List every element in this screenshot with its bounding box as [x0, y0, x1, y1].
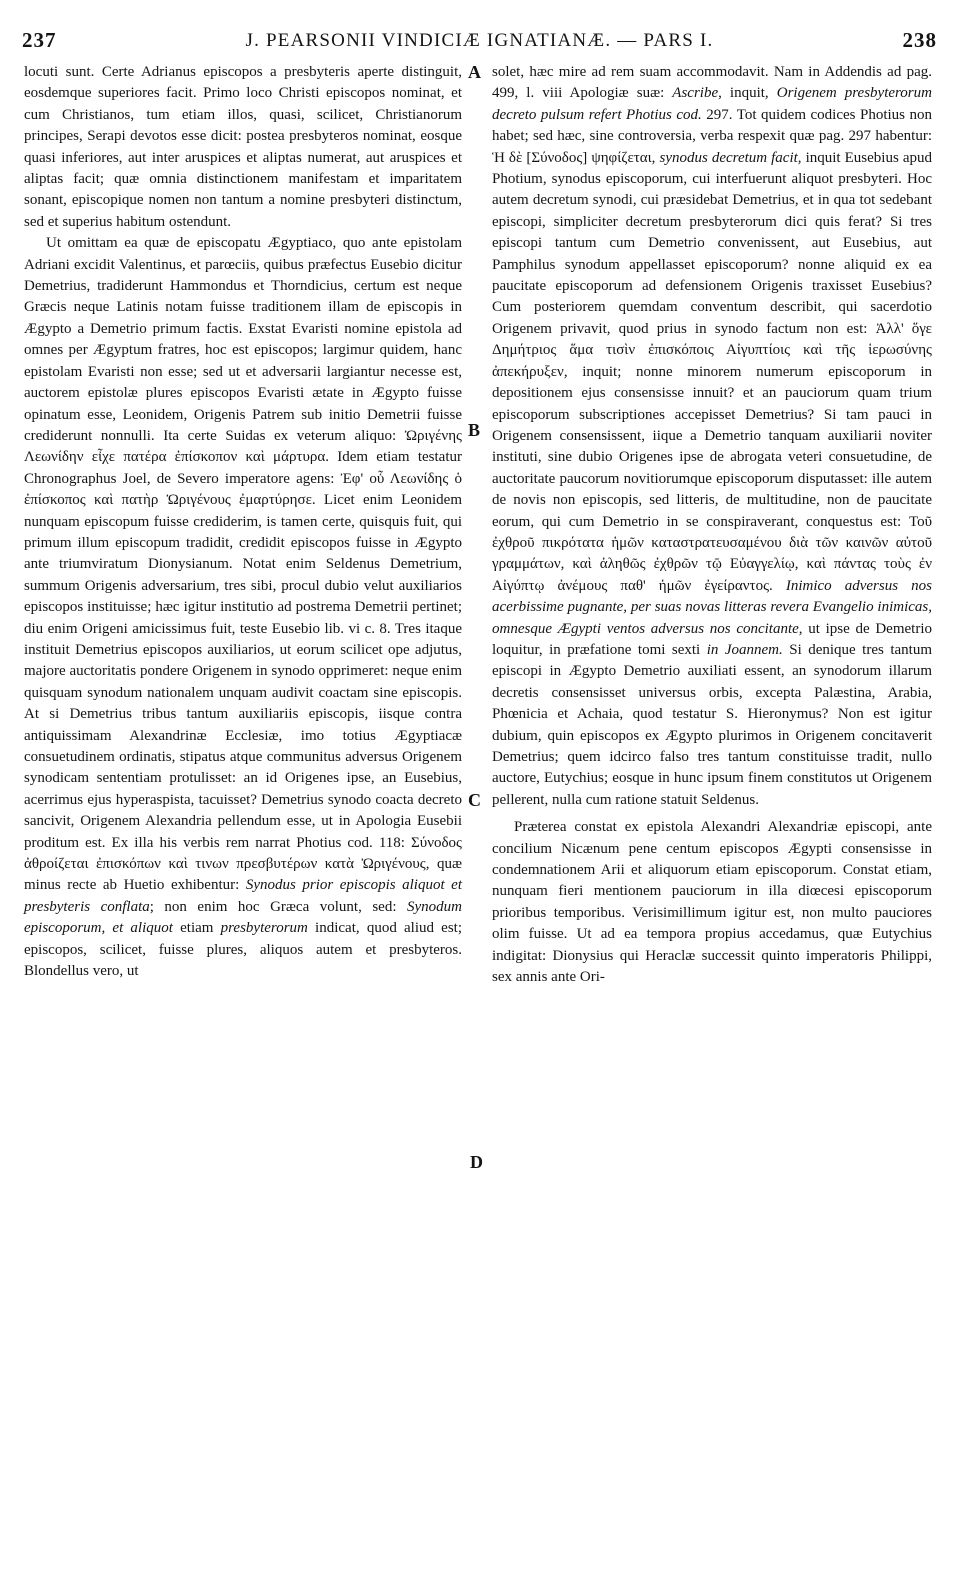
italic-run: synodus decretum facit,	[655, 149, 802, 166]
text-run: solet, hæc mire ad rem suam accommodavit. Nam in Addendis ad pag. 499, l. viii Apologiæ suæ:	[492, 64, 932, 102]
greek-quote: Ἐφ' οὗ Λεωνίδης ὁ ἐπίσκοπος καὶ πατὴρ Ὠριγένους ἐμαρτύρησε.	[24, 470, 462, 509]
text-run: Licet enim Leonidem nunquam episcopum fuisse crediderim, is tamen certe, quisquis fuit, qui primum illum episcopum tradidit, credidit episcopos fuisse in Ægypto ante triumviratum Dionysianum. Notat enim Seldenus Demetrium, summum Origenis adversarium, tres sibi, procul dubio velut auxiliarios episcopos instituisse; hæc igitur institutio ad postrema Demetrii pertinet; diu enim Origeni amicissimus fuit, teste Eusebio lib. vi c. 8. Tres itaque instituit Demetrius episcopos auxiliarios, ut eorum scilicet ope adjutus, majore auctoritatis pondere Origenem in synodo opprimeret: neque enim quisquam synodum nationalem unquam audivit coactam sine episcopis. At si Demetrius tribus tantum auxiliariis episcopis, iisque contra antiquissimam Alexandrinæ Ecclesiæ, imo totius Ægyptiacæ consuetudinem ordinatis, stipatus atque communitus adversus Origenem synodicam sententiam protulisset: an id Origenes ipse, an Eusebius, acerrimus ejus hyperaspista, tacuisset? Demetrius synodo coacta decreto sancivit, Origenem Alexandria pellendum esse, ut in Apologia Eusebii proditum est. Ex illa his verbis rem narrat Photius cod. 118:	[24, 492, 462, 851]
greek-quote: Ὠριγένης Λεωνίδην εἶχε πατέρα ἐπίσκοπον καὶ μάρτυρα.	[24, 427, 462, 466]
italic-run: Inimico adversus nos acerbissime pugnante, per suas novas litteras revera Evangelio inimicas, omnesque Ægypti ventos adversus nos concitante,	[492, 577, 932, 637]
right-paragraph-1	[492, 62, 932, 811]
text-run: , inquit,	[718, 85, 777, 102]
italic-run: Ascribe	[672, 85, 719, 102]
text-run: indicat, quod aliud est; episcopos, scilicet, fuisse plures, aliquos autem et presbyteros. Blondellus vero, ut	[24, 920, 463, 980]
margin-marker-c: C	[468, 790, 481, 810]
italic-run: in Joannem.	[706, 641, 783, 658]
margin-marker-d: D	[470, 1152, 483, 1172]
text-run: ; non enim hoc Græca volunt, sed:	[149, 898, 407, 915]
text-run: 297. Tot quidem codices Photius non habet; sed hæc, sine controversia, verba respexit quæ pag. 297 habentur:	[492, 106, 932, 145]
margin-marker-b: B	[468, 420, 481, 440]
left-paragraph-1: locuti sunt. Certe Adrianus episcopos a presbyteris aperte distinguit, eosdemque superiores facit. Primo loco Christi episcopos nominat, et cum Christianos, tum etiam illos, quasi, scilicet, Christianorum principes, Serapi devotos esse dicit: postea presbyteros nominat, eosque quasi inferiores, aut inter aruspices et aliptas numerat, aut aruspices et aliptas facit; quæ omnia distinctionem manifestam et imparitatem sonant, episcopique nomen non tantum a nomine presbyteri distinctum, sed et superius habitum ostendunt.	[24, 64, 462, 230]
running-title: J. PEARSONII VINDICIÆ IGNATIANÆ. — PARS I.	[245, 30, 714, 51]
text-run: etiam	[172, 920, 221, 937]
greek-quote: Ἡ δὲ [Σύνοδος] ψηφίζεται,	[492, 149, 656, 166]
italic-run: Origenem presbyterorum decreto pulsum refert Photius cod.	[492, 85, 932, 123]
italic-run: Synodus prior episcopis aliquot et presbyteris conflata	[24, 877, 462, 915]
text-run: Si denique tres tantum episcopi in Ægypto Demetrio auxiliati essent, an synodorum illarum decretis consensisset universus orbis, excepta Palæstina, Arabia, Phœnicia et Achaia, quod testatur S. Hieronymus? Non est igitur dubium, quin episcopos ex Ægypto plurimos in Origenem concitaverit Demetrius; quem idcirco falso tres tantum constituisse tradit, nullo auctore, Eutychius; eosque in hunc ipsum finem constitutos ut Origenem pellerent, nulla cum ratione statuit Seldenus.	[492, 641, 932, 808]
margin-marker-a: A	[468, 62, 481, 82]
greek-quote: Ἀλλ' ὅγε Δημήτριος ἅμα τισὶν ἐπισκόποις Αἰγυπτίοις καὶ τῆς ἱερωσύνης ἀπεκήρυξεν,	[492, 320, 932, 380]
right-column	[492, 62, 932, 988]
italic-run: presbyterorum	[220, 920, 308, 937]
greek-quote: Σύνοδος ἀθροίζεται ἐπισκόπων καὶ τινων πρεσβυτέρων κατὰ Ὠριγένους,	[24, 834, 462, 873]
greek-quote: Τοῦ ἐχθροῦ πικρότατα ἡμῶν καταστρατευσαμένου διὰ τῶν καινῶν αὐτοῦ γραμμάτων, καὶ ἀληθῶς ἐχθρῶν τῷ Εὐαγγελίῳ, καὶ πάντας τοὺς ἐν Αἰγύπτῳ ἀνέμους παθ' ἡμῶν ἐγείραντος.	[492, 513, 932, 594]
text-run: quæ minus recte ab Huetio exhibentur:	[24, 856, 462, 894]
text-run: inquit Eusebius apud Photium, synodus episcoporum, cui interfuerunt aliquot presbyteri. Hoc autem decretum synodi, cui præsidebat Demetrius, et in qua tot sedebant episcopi, simpliciter decretum presbyterorum dici quis ferat? Si tres episcopi tantum cum Demetrio convenissent, aut Eusebius, aut Pamphilus synodum appellasset episcoporum? nonne aliquid ex ea paucitate episcoporum ad defensionem Origenis traxisset Eusebius? Cum posteriorem quemdam conventum describit, qui sacerdotio Origenem privavit, quod prius in synodo factum non est:	[492, 149, 933, 337]
page-header	[22, 28, 937, 62]
text-run: Ut omittam ea quæ de episcopatu Ægyptiaco, quo ante epistolam Adriani excidit Valentinus, et parœciis, quibus præfectus Eusebio dicitur Demetrius, tradiderunt Hammondus et Thorndicius, certum est neque Græcis neque Latinis notam fuisse traditionem illam de episcopis in Ægypto a Demetrio primum factis. Exstat Evaristi nomine epistola ad omnes per Ægyptum fratres, hoc est episcopos; largimur quidem, hanc epistolam Evaristi non esse; sed ut et adversarii largiantur necesse est, auctorem epistolæ plures episcopos Evaristi ætate in Ægypto fuisse opinatum esse, Leonidem, Origenis Patrem sub initio Demetrii fuisse crediderunt nonnulli. Ita certe Suidas ex veterum aliquo:	[24, 235, 462, 444]
left-column	[24, 62, 462, 982]
left-paragraph-2	[24, 233, 462, 982]
page-number-left: 237	[22, 28, 57, 52]
right-paragraph-2: Præterea constat ex epistola Alexandri Alexandriæ episcopi, ante concilium Nicænum pene centum episcopos Ægypti consensisse in condemnationem Arii et aliquorum etiam episcoporum. Constat etiam, nunquam fieri mentionem pauciorum in illa diœcesi episcoporum prioribus temporibus. Verisimillimum igitur est, non multo pauciores olim fuisse. Ut ad ea tempora propius accedamus, quæ Eutychius indigitat: Dionysius qui Heraclæ successit quinto imperatoris Philippi, sex annis ante Ori-	[492, 819, 932, 986]
text-run: Idem etiam testatur Chronographus Joel, de Severo imperatore agens:	[24, 449, 462, 487]
text-run: ut ipse de Demetrio loquitur, in præfatione tomi sexti	[492, 620, 932, 658]
italic-run: Synodum episcoporum, et aliquot	[24, 898, 462, 937]
page-number-right: 238	[902, 28, 937, 52]
text-run: inquit; nonne minorem numerum episcoporum in depositionem ejus consensisse innuit? et an pauciorum quam trium episcoporum subscriptiones accepisset Demetrius? Si tam pauci in Origenem consensissent, iique a Demetrio tanquam auxiliarii noviter instituti, sine dubio Origenes ipse de abrogata veteri consuetudine, de auctoritate paucorum novitiorumque episcoporum disputasset: ille autem de novis non episcopis, sed litteris, de multitudine, non de paucitate eorum, qui cum Demetrio in se conspiraverant, conquestus est:	[492, 363, 932, 530]
